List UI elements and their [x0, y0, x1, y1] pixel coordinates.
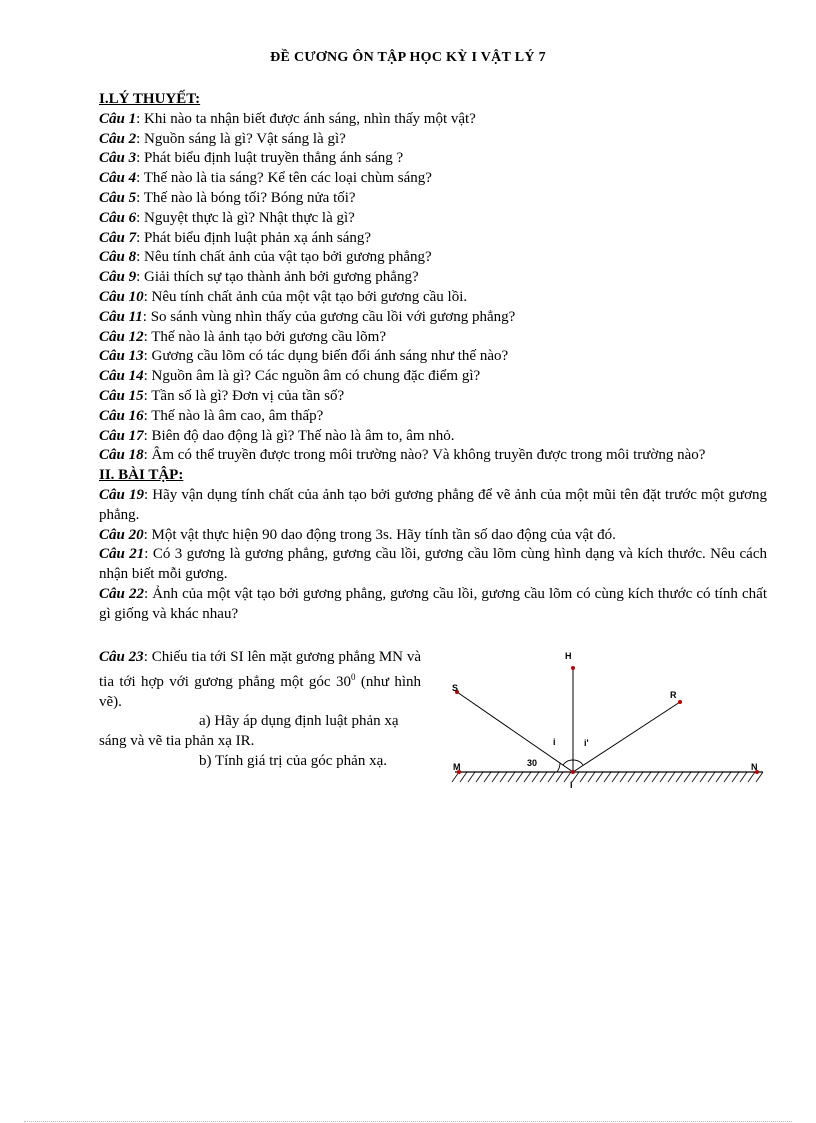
question-text: : Gương cầu lõm có tác dụng biến đổi ánh sáng như thế nào? — [143, 348, 509, 365]
question-label: Câu 4 — [99, 170, 137, 187]
question-text: : Tần số là gì? Đơn vị của tần số? — [143, 387, 345, 404]
question-item — [99, 367, 767, 387]
hatch-stroke — [588, 772, 595, 782]
question-23-label: Câu 23 — [99, 649, 144, 665]
hatch-stroke — [644, 772, 651, 782]
question-text: : Nguồn âm là gì? Các nguồn âm có chung đặc điểm gì? — [143, 368, 481, 385]
question-item — [99, 248, 767, 268]
question-text: : Khi nào ta nhận biết được ánh sáng, nhìn thấy một vật? — [136, 110, 476, 127]
question-label: Câu 18 — [99, 447, 144, 464]
reflected-ray-ir — [573, 702, 680, 772]
question-23-part-b: b) Tính giá trị của góc phản xạ. — [199, 752, 387, 769]
point-normal-top — [571, 666, 575, 670]
angle-r-arc — [573, 760, 583, 765]
question-item — [99, 427, 767, 447]
question-text: : Âm có thể truyền được trong môi trường nào? Và không truyền được trong môi trường nào? — [143, 447, 706, 464]
incident-ray-si — [457, 692, 573, 772]
question-label: Câu 6 — [99, 209, 137, 226]
question-23-body-end: (như hình vẽ). — [99, 673, 421, 710]
section-exercise-heading: II. BÀI TẬP: — [99, 467, 184, 484]
mirror-hatching — [452, 772, 763, 782]
question-item — [99, 526, 767, 546]
label-angle-i: i — [553, 737, 556, 747]
question-text: : Biên độ dao động là gì? Thế nào là âm to, âm nhỏ. — [143, 427, 455, 444]
question-23 — [99, 648, 421, 772]
question-label: Câu 11 — [99, 308, 143, 325]
degree-superscript: 0 — [350, 671, 356, 682]
question-label: Câu 3 — [99, 150, 137, 167]
question-23-part-a-cont: sáng và vẽ tia phản xạ IR. — [99, 733, 255, 750]
hatch-stroke — [540, 772, 547, 782]
hatch-stroke — [508, 772, 515, 782]
question-label: Câu 16 — [99, 407, 144, 424]
question-label: Câu 19 — [99, 486, 144, 503]
question-item — [99, 189, 767, 209]
question-text: : So sánh vùng nhìn thấy của gương cầu lồi với gương phẳng? — [142, 308, 516, 325]
angle-30-arc — [557, 763, 560, 772]
question-text: : Nêu tính chất ảnh của một vật tạo bởi gương cầu lồi. — [143, 288, 468, 305]
question-item — [99, 288, 767, 308]
hatch-stroke — [460, 772, 467, 782]
hatch-stroke — [660, 772, 667, 782]
section-theory-heading: I.LÝ THUYẾT: — [99, 91, 201, 107]
question-label: Câu 22 — [99, 585, 144, 602]
hatch-stroke — [628, 772, 635, 782]
question-item — [99, 209, 767, 229]
hatch-stroke — [532, 772, 539, 782]
question-item — [99, 130, 767, 150]
question-text: : Thế nào là âm cao, âm thấp? — [143, 407, 324, 424]
question-text: : Hãy vận dụng tính chất của ảnh tạo bởi gương phẳng để vẽ ảnh của một mũi tên đặt trước một gương phẳng. — [99, 486, 767, 523]
hatch-stroke — [516, 772, 523, 782]
hatch-stroke — [524, 772, 531, 782]
question-item — [99, 446, 767, 466]
hatch-stroke — [732, 772, 739, 782]
hatch-stroke — [724, 772, 731, 782]
question-label: Câu 20 — [99, 526, 144, 543]
hatch-stroke — [692, 772, 699, 782]
label-angle-r: i' — [584, 738, 589, 748]
page-bottom-rule — [24, 1121, 792, 1122]
hatch-stroke — [476, 772, 483, 782]
angle-i-arc — [563, 760, 573, 765]
document-body — [99, 90, 767, 625]
question-label: Câu 15 — [99, 387, 144, 404]
exercise-question-list — [99, 486, 767, 625]
hatch-stroke — [700, 772, 707, 782]
hatch-stroke — [604, 772, 611, 782]
label-n: N — [751, 762, 758, 772]
question-text: : Nêu tính chất ảnh của vật tạo bởi gương phẳng? — [136, 249, 432, 266]
question-text: : Thế nào là bóng tối? Bóng nửa tối? — [136, 189, 356, 206]
hatch-stroke — [652, 772, 659, 782]
label-normal-top: H — [565, 651, 572, 661]
question-text: : Giải thích sự tạo thành ảnh bởi gương phẳng? — [136, 269, 419, 286]
hatch-stroke — [684, 772, 691, 782]
hatch-stroke — [596, 772, 603, 782]
question-text: : Phát biểu định luật truyền thẳng ánh sáng ? — [136, 150, 404, 167]
hatch-stroke — [716, 772, 723, 782]
hatch-stroke — [468, 772, 475, 782]
question-text: : Thế nào là ảnh tạo bởi gương cầu lõm? — [143, 328, 387, 345]
point-i — [571, 770, 575, 774]
question-item — [99, 268, 767, 288]
hatch-stroke — [636, 772, 643, 782]
question-item — [99, 347, 767, 367]
question-item — [99, 328, 767, 348]
question-label: Câu 7 — [99, 229, 137, 246]
question-item — [99, 407, 767, 427]
question-label: Câu 10 — [99, 288, 144, 305]
question-label: Câu 21 — [99, 546, 145, 563]
question-label: Câu 14 — [99, 368, 144, 385]
question-23-part-a: a) Hãy áp dụng định luật phản xạ — [199, 713, 399, 730]
hatch-stroke — [556, 772, 563, 782]
question-item — [99, 545, 767, 585]
question-label: Câu 2 — [99, 130, 137, 147]
label-s: S — [452, 683, 459, 693]
hatch-stroke — [500, 772, 507, 782]
question-label: Câu 1 — [99, 110, 137, 127]
question-text: : Phát biểu định luật phản xạ ánh sáng? — [136, 229, 372, 246]
theory-question-list — [99, 110, 767, 466]
question-item — [99, 486, 767, 526]
point-r — [678, 700, 682, 704]
question-item — [99, 387, 767, 407]
hatch-stroke — [668, 772, 675, 782]
question-label: Câu 17 — [99, 427, 144, 444]
question-text: : Thế nào là tia sáng? Kể tên các loại chùm sáng? — [136, 170, 432, 187]
question-item — [99, 169, 767, 189]
question-23-text — [99, 648, 421, 712]
page-title: ĐỀ CƯƠNG ÔN TẬP HỌC KỲ I VẬT LÝ 7 — [270, 50, 546, 65]
hatch-stroke — [676, 772, 683, 782]
label-i-point: I — [570, 780, 573, 790]
reflection-diagram — [445, 646, 775, 791]
label-angle-30: 30 — [527, 758, 538, 768]
hatch-stroke — [484, 772, 491, 782]
question-text: : Nguyệt thực là gì? Nhật thực là gì? — [136, 209, 355, 226]
hatch-stroke — [580, 772, 587, 782]
question-item — [99, 149, 767, 169]
label-m: M — [453, 762, 461, 772]
question-label: Câu 5 — [99, 189, 137, 206]
question-item — [99, 229, 767, 249]
hatch-stroke — [548, 772, 555, 782]
question-label: Câu 12 — [99, 328, 144, 345]
label-r: R — [670, 690, 677, 700]
question-text: : Nguồn sáng là gì? Vật sáng là gì? — [136, 130, 346, 147]
hatch-stroke — [748, 772, 755, 782]
hatch-stroke — [740, 772, 747, 782]
question-23-body: : Chiếu tia tới SI lên mặt gương phẳng MN và tia tới hợp với gương phẳng một góc 30 — [99, 649, 421, 690]
question-label: Câu 13 — [99, 348, 144, 365]
question-text: : Một vật thực hiện 90 dao động trong 3s. Hãy tính tần số dao động của vật đó. — [143, 526, 616, 543]
hatch-stroke — [492, 772, 499, 782]
question-label: Câu 9 — [99, 269, 137, 286]
question-text: : Ảnh của một vật tạo bởi gương phẳng, gương cầu lồi, gương cầu lõm có cùng kích thước có tính chất gì giống và khác nhau? — [99, 585, 767, 622]
question-label: Câu 8 — [99, 249, 137, 266]
hatch-stroke — [612, 772, 619, 782]
question-item — [99, 308, 767, 328]
question-text: : Có 3 gương là gương phẳng, gương cầu lồi, gương cầu lõm cùng hình dạng và kích thước. Nêu cách nhận biết mỗi gương. — [99, 546, 767, 583]
question-item — [99, 585, 767, 625]
hatch-stroke — [708, 772, 715, 782]
question-item — [99, 110, 767, 130]
hatch-stroke — [620, 772, 627, 782]
